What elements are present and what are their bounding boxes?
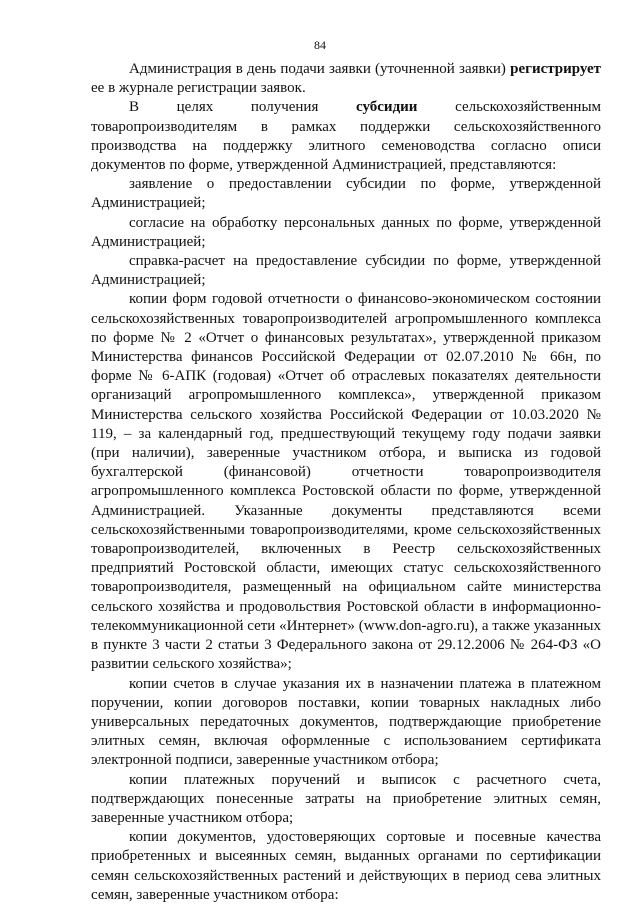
paragraph-text: согласие на обработку персональных данных по форме, утвержденной Администрацией; xyxy=(91,214,601,250)
paragraph-text: копии форм годовой отчетности о финансово-экономическом состоянии сельскохозяйственных товаропроизводителей агропромышленного комплекса по форме № 2 «Отчет о финансовых результатах», утвержденной приказом Министерства финансов Российской Федерации от 02.07.2010 № 66н, по форме № 6-АПК (годовая) «Отчет об отраслевых показателях деятельности организаций агропромышленного комплекса», утвержденной приказом Министерства сельского хозяйства Российской Федерации от 10.03.2020 № 119, – за календарный год, предшествующий текущему году подачи заявки (при наличии), заверенные участником отбора, и выписка из годовой бухгалтерской (финансовой) отчетности товаропроизводителя агропромышленного комплекса Ростовской области по форме, утвержденной Администрацией. Указанные документы представляются всеми сельскохозяйственными товаропроизводителями, кроме сельскохозяйственных товаропроизводителей, включенных в Реестр сельскохозяйственных предприятий Ростовской области, имеющих статус сельскохозяйственного товаропроизводителя, размещенный на официальном сайте министерства сельского хозяйства и продовольствия Ростовской области в информационно-телекоммуникационной сети «Интернет» (www.don-agro.ru), а также указанных в пункте 3 части 2 статьи 3 Федерального закона от 29.12.2006 № 264-ФЗ «О развитии сельского хозяйства»; xyxy=(91,291,601,673)
list-item-consent xyxy=(91,214,601,252)
paragraph-text: копии платежных поручений и выписок с расчетного счета, подтверждающих понесенные затраты на приобретение элитных семян, заверенные участником отбора; xyxy=(91,771,601,826)
document-body xyxy=(91,60,601,905)
paragraph-text: ее в журнале регистрации заявок. xyxy=(91,80,306,97)
list-item-annual-reports xyxy=(91,290,601,674)
list-item-payment-orders xyxy=(91,771,601,829)
paragraph-text: заявление о предоставлении субсидии по форме, утвержденной Администрацией; xyxy=(91,176,601,212)
paragraph-bold-text: регистрирует xyxy=(510,61,601,77)
paragraph-text: копии счетов в случае указания их в назначении платежа в платежном поручении, копии договоров поставки, копии товарных накладных либо универсальных передаточных документов, подтверждающие приобретение элитных семян, включая оформленные с использованием сертификата электронной подписи, заверенные участником отбора; xyxy=(91,675,601,769)
paragraph-registration xyxy=(91,60,601,98)
paragraph-text: Администрация в день подачи заявки (уточненной заявки) xyxy=(129,61,511,77)
paragraph-text: В целях получения xyxy=(129,99,357,116)
list-item-application xyxy=(91,175,601,213)
paragraph-text: копии документов, удостоверяющих сортовые и посевные качества приобретенных и высеянных семян, выданных органами по сертификации семян сельскохозяйственных растений и действующих в период сева элитных семян, заверенные участником отбора: xyxy=(91,829,601,903)
paragraph-bold-text: субсидии xyxy=(356,99,418,116)
list-item-invoices xyxy=(91,675,601,771)
list-item-seed-certificates xyxy=(91,828,601,905)
paragraph-text: сельскохозяйственным товаропроизводителям в рамках поддержки сельскохозяйственного производства на поддержку элитного семеноводства согласно описи документов по форме, утвержденной Администрацией, представляются: xyxy=(91,99,602,174)
paragraph-text: справка-расчет на предоставление субсидии по форме, утвержденной Администрацией; xyxy=(91,253,601,289)
list-item-calculation xyxy=(91,252,601,290)
paragraph-subsidy-intro xyxy=(91,98,601,175)
page-number: 84 xyxy=(314,38,326,52)
